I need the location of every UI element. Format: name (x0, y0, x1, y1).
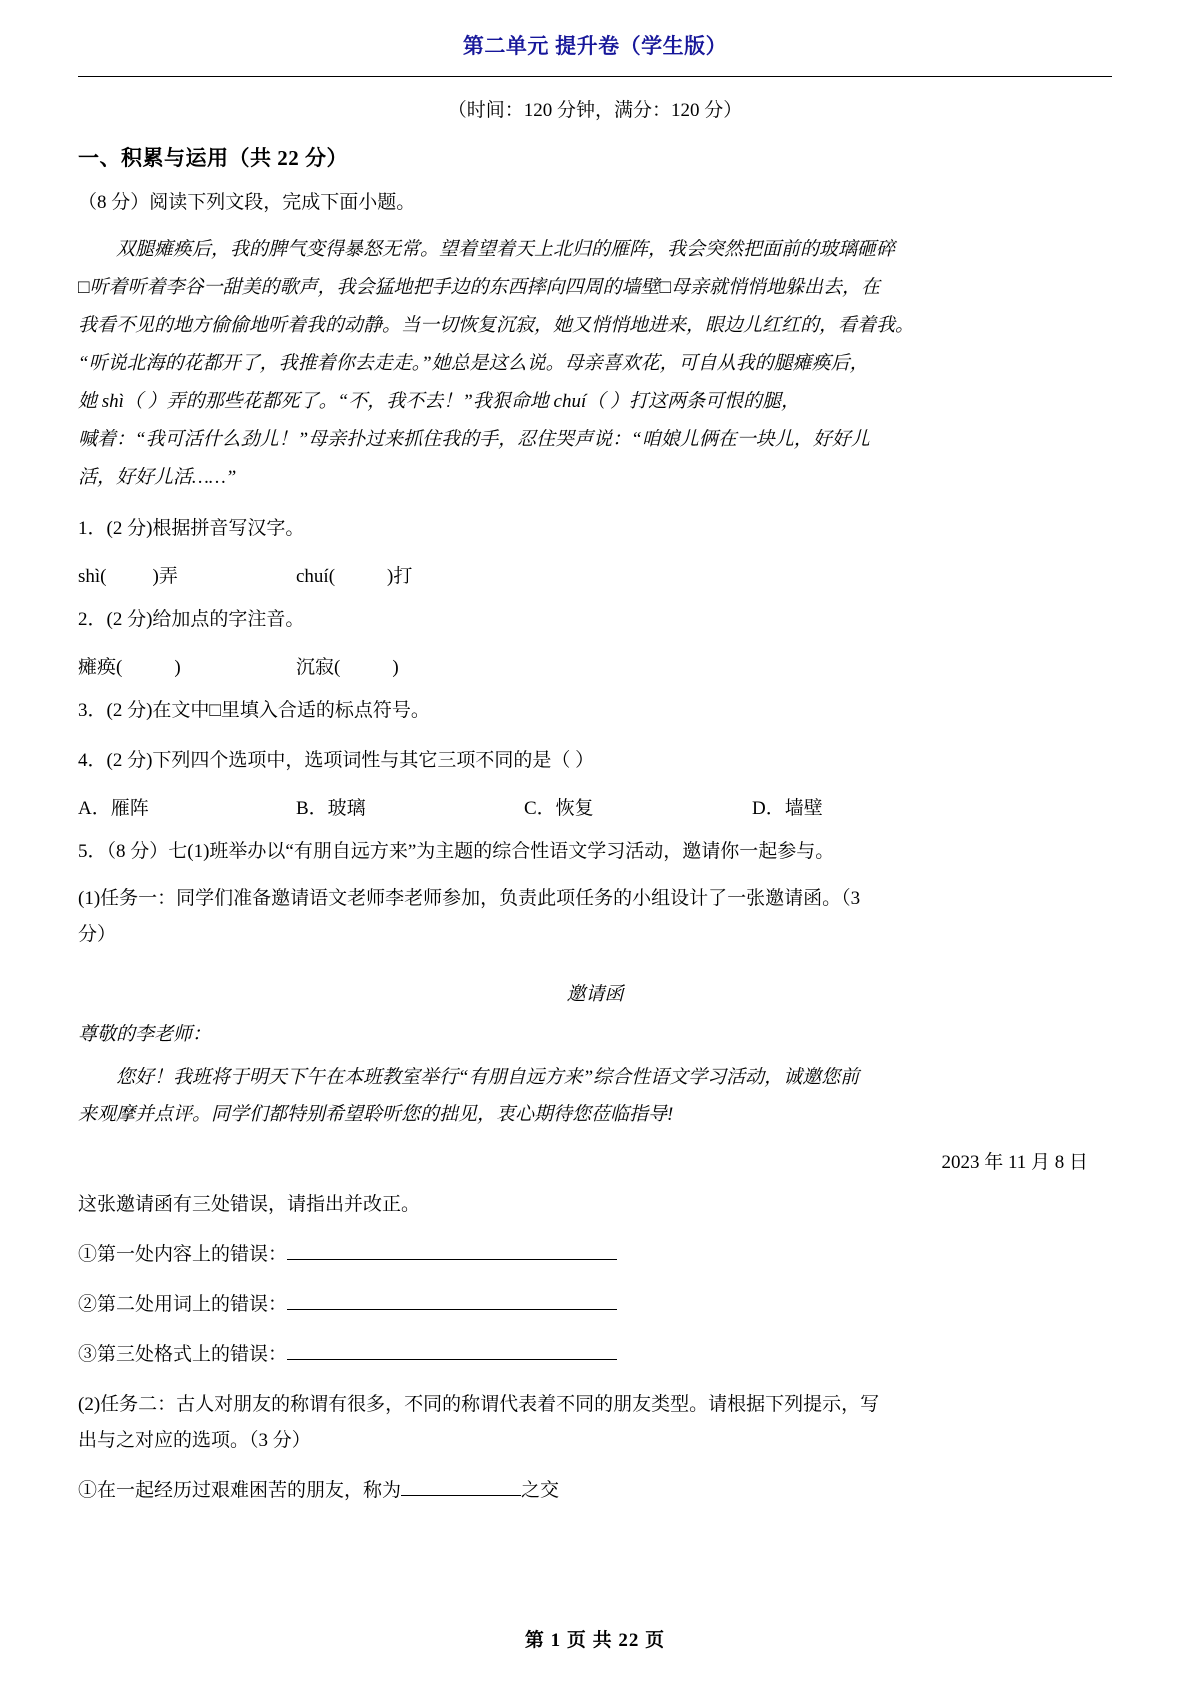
task-two-item-1-suffix: 之交 (521, 1480, 560, 1502)
correction-instruction: 这张邀请函有三处错误，请指出并改正。 (78, 1193, 421, 1215)
error-item-3-label: ③第三处格式上的错误： (78, 1344, 288, 1366)
invitation-date: 2023 年 11 月 8 日 (941, 1151, 1088, 1173)
task-one-line-1: (1)任务一：同学们准备邀请语文老师李老师参加，负责此项任务的小组设计了一张邀请函。（3 (78, 887, 861, 909)
option-b[interactable]: B．玻璃 (296, 798, 366, 820)
task-two-item-1-blank[interactable] (401, 1494, 521, 1496)
q1-a-tail: )弄 (152, 566, 178, 588)
q2-b-tail: ) (392, 657, 399, 679)
passage-line-1: 双腿瘫痪后，我的脾气变得暴怒无常。望着望着天上北归的雁阵，我会突然把面前的玻璃砸碎 (116, 239, 896, 261)
q2-a-label: 瘫痪( (78, 657, 123, 679)
option-d[interactable]: D．墙壁 (752, 798, 823, 820)
error-item-1-blank[interactable] (287, 1258, 617, 1260)
task-two-line-1: (2)任务二：古人对朋友的称谓有很多，不同的称谓代表着不同的朋友类型。请根据下列提示，写 (78, 1394, 880, 1416)
page-footer: 第 1 页 共 22 页 (524, 1630, 666, 1651)
option-c[interactable]: C．恢复 (524, 798, 594, 820)
q2-blank-a[interactable] (78, 652, 296, 679)
q2-blank-b[interactable] (296, 652, 399, 679)
error-item-2 (78, 1287, 1112, 1323)
section-heading: 一、积累与运用（共 22 分） (78, 146, 348, 170)
question-1-answer-row (78, 561, 1112, 588)
question-2-answer-row (78, 652, 1112, 679)
passage-line-2: □听着听着李谷一甜美的歌声，我会猛地把手边的东西摔向四周的墙壁□母亲就悄悄地躲出去，在 (78, 277, 880, 299)
invitation-title: 邀请函 (566, 983, 624, 1005)
title-divider (78, 76, 1112, 77)
q2-b-label: 沉寂( (296, 657, 341, 679)
error-item-2-blank[interactable] (287, 1308, 617, 1310)
task-two-line-2: 出与之对应的选项。（3 分） (78, 1430, 311, 1452)
reading-passage (78, 231, 1112, 497)
exam-subtitle: （时间：120 分钟，满分：120 分） (447, 100, 743, 121)
page-title: 第二单元 提升卷（学生版） (462, 35, 728, 58)
question-4-text: 4．(2 分)下列四个选项中，选项词性与其它三项不同的是（ ） (78, 750, 595, 772)
error-item-3-blank[interactable] (287, 1358, 617, 1360)
question-3-text: 3．(2 分)在文中□里填入合适的标点符号。 (78, 700, 430, 722)
passage-line-5: 她 shì（ ）弄的那些花都死了。“不，我不去！”我狠命地 chuí（ ）打这两条可恨的腿， (78, 391, 801, 413)
q2-a-tail: ) (174, 657, 181, 679)
question-4-options (78, 793, 1112, 820)
question-1-text: 1．(2 分)根据拼音写汉字。 (78, 518, 305, 540)
error-item-1-label: ①第一处内容上的错误： (78, 1243, 288, 1265)
passage-line-3: 我看不见的地方偷偷地听着我的动静。当一切恢复沉寂，她又悄悄地进来，眼边儿红红的，看着我。 (78, 315, 915, 337)
q1-b-label: chuí( (296, 566, 336, 588)
task-two-item-1 (78, 1473, 1112, 1509)
q1-b-tail: )打 (387, 566, 413, 588)
invitation-body-line-1: 您好！我班将于明天下午在本班教室举行“有朋自远方来”综合性语文学习活动，诚邀您前 (116, 1066, 860, 1088)
task-two-item-1-label: ①在一起经历过艰难困苦的朋友，称为 (78, 1480, 402, 1502)
error-item-3 (78, 1337, 1112, 1373)
passage-line-7: 活，好好儿活……” (78, 467, 237, 489)
option-a[interactable]: A．雁阵 (78, 798, 149, 820)
q1-a-label: shì( (78, 566, 107, 588)
task-one-line-2: 分） (78, 923, 117, 945)
error-item-1 (78, 1237, 1112, 1273)
error-item-2-label: ②第二处用词上的错误： (78, 1293, 288, 1315)
invitation-salutation: 尊敬的李老师： (78, 1023, 212, 1045)
invitation-body-line-2: 来观摩并点评。同学们都特别希望聆听您的拙见，衷心期待您莅临指导! (78, 1103, 674, 1125)
passage-line-4: “听说北海的花都开了，我推着你去走走。”她总是这么说。母亲喜欢花，可自从我的腿瘫痪后， (78, 353, 869, 375)
question-5-text: 5．（8 分）七(1)班举办以“有朋自远方来”为主题的综合性语文学习活动，邀请你一起参与。 (78, 841, 835, 863)
q1-blank-b[interactable] (296, 561, 412, 588)
intro-text: （8 分）阅读下列文段，完成下面小题。 (78, 192, 416, 213)
passage-line-6: 喊着：“我可活什么劲儿！”母亲扑过来抓住我的手，忍住哭声说：“咱娘儿俩在一块儿，好好儿 (78, 429, 870, 451)
question-2-text: 2．(2 分)给加点的字注音。 (78, 609, 305, 631)
q1-blank-a[interactable] (78, 561, 296, 588)
